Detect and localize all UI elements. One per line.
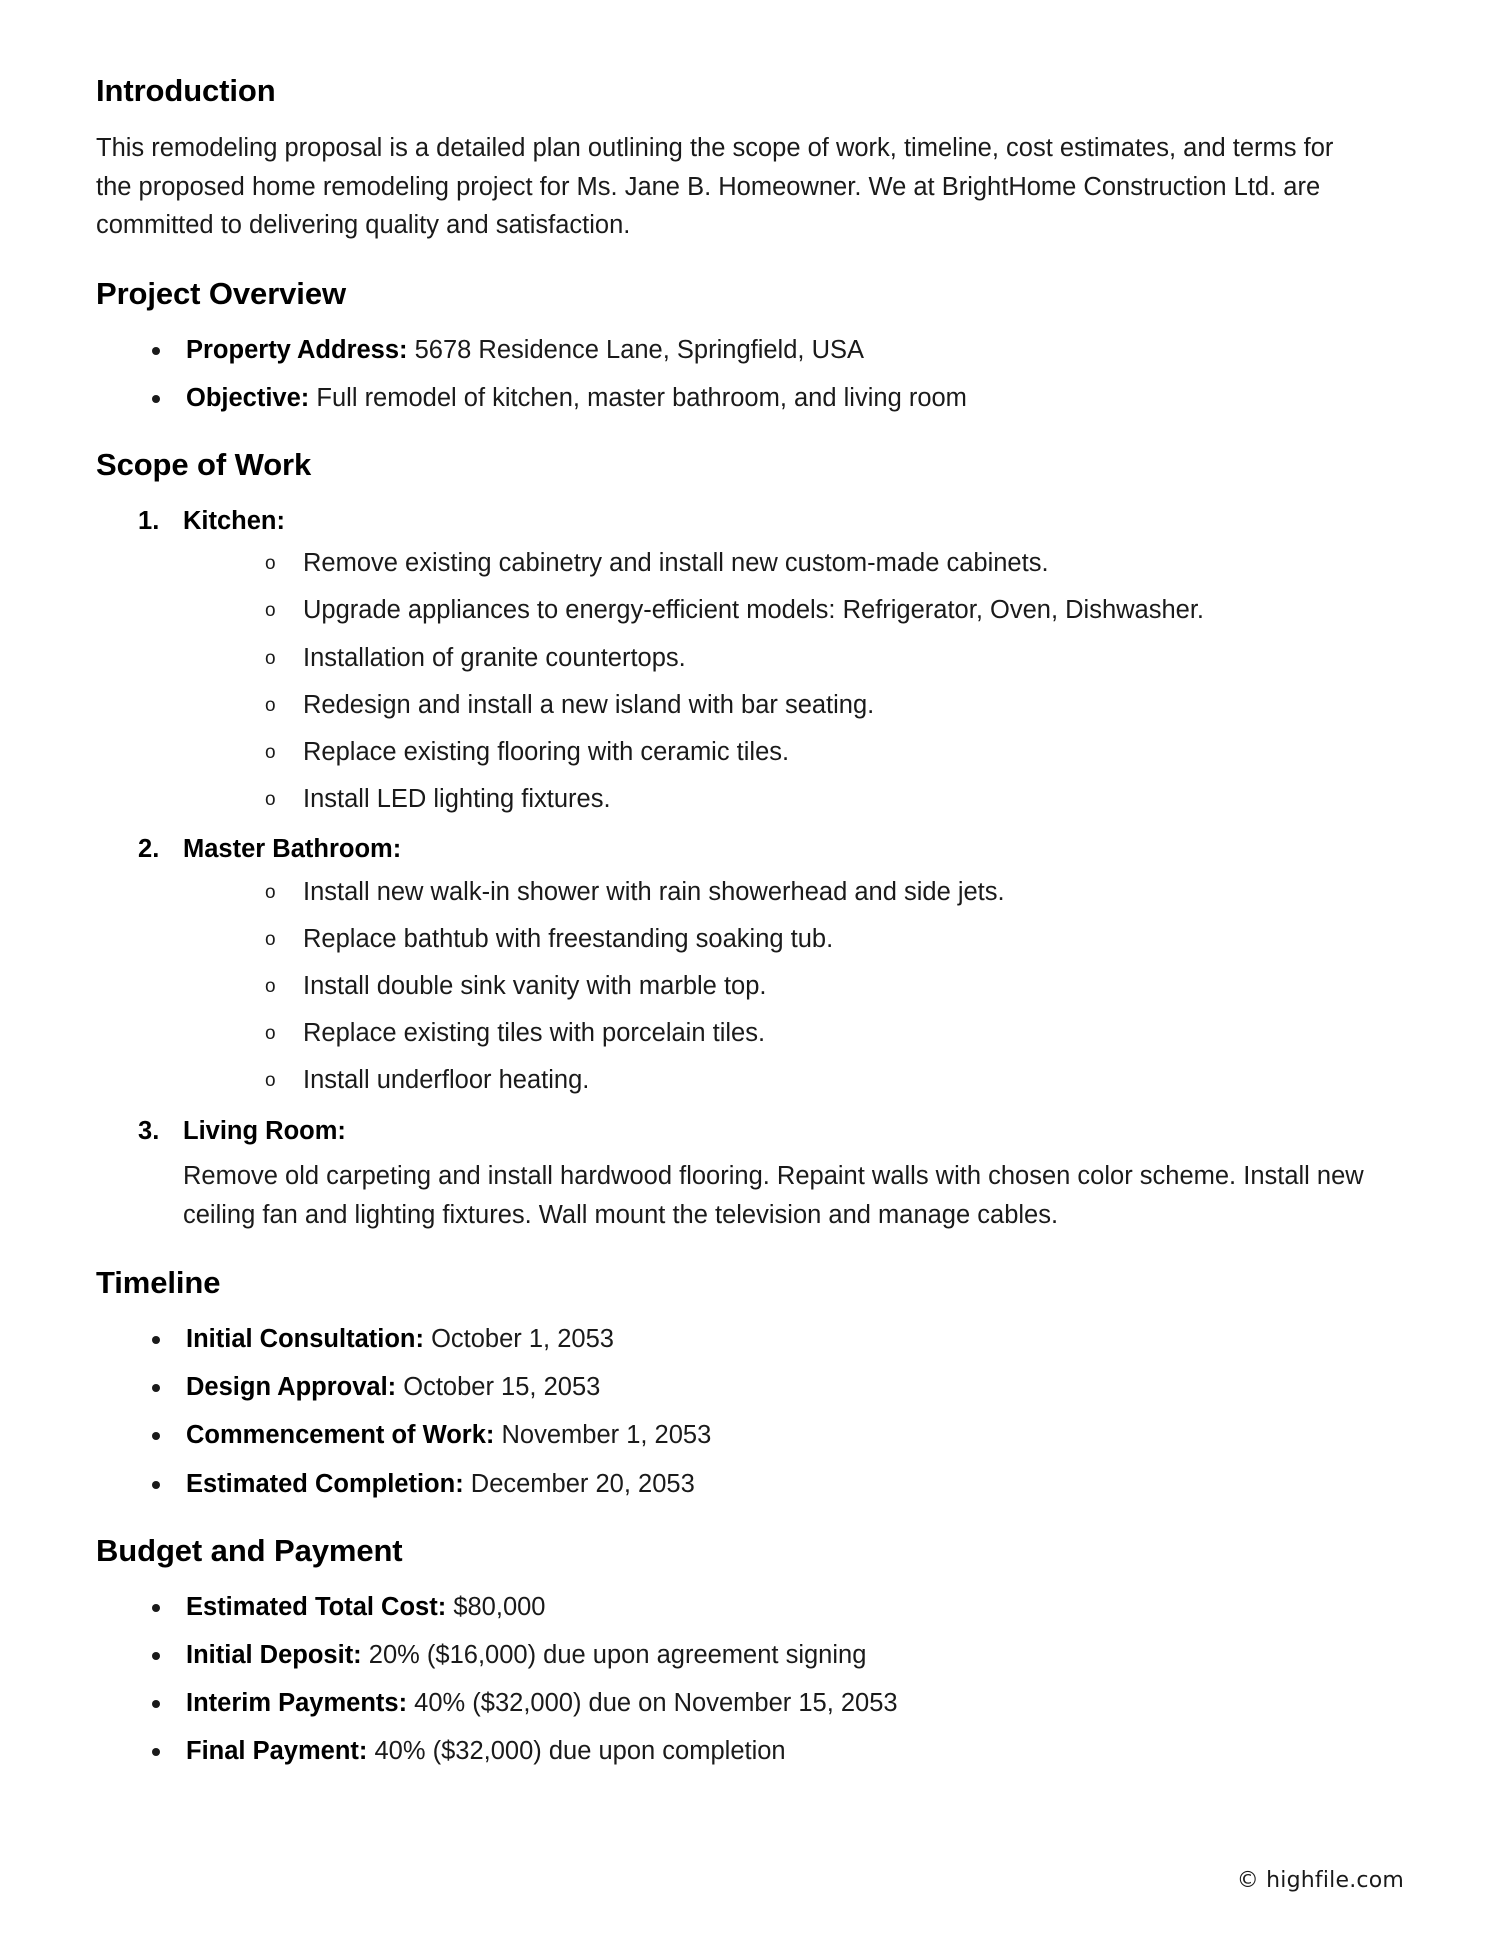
list-item — [144, 1417, 1404, 1453]
list-item — [144, 332, 1404, 368]
list-item — [138, 1113, 1404, 1235]
footer-watermark: © highfile.com — [1236, 1868, 1404, 1893]
scope-item-label: Master Bathroom: — [183, 835, 402, 864]
scope-of-work-heading: Scope of Work — [96, 447, 312, 483]
scope-sub-list — [183, 545, 1404, 817]
list-item-label: Estimated Completion: — [186, 1469, 464, 1498]
budget-and-payment-list — [96, 1589, 1404, 1770]
introduction-paragraph: This remodeling proposal is a detailed plan outlining the scope of work, timeline, cost estimates, and terms for the proposed home remodeling project for Ms. Jane B. Homeowner. We at BrightHome Construction Ltd. are committed to delivering quality and satisfaction. — [96, 133, 1334, 240]
list-item-value: 40% ($32,000) due upon completion — [374, 1737, 786, 1766]
list-item-label: Objective: — [186, 383, 310, 412]
scope-item-label: Kitchen: — [183, 506, 285, 535]
list-item: o Install new walk-in shower with rain showerhead and side jets. — [261, 874, 1404, 910]
list-item — [144, 380, 1404, 416]
list-item-label: Design Approval: — [186, 1373, 397, 1402]
list-item: o Replace existing flooring with ceramic tiles. — [261, 734, 1404, 770]
list-item — [138, 503, 1404, 817]
list-item-value: 40% ($32,000) due on November 15, 2053 — [414, 1688, 898, 1717]
list-item — [144, 1733, 1404, 1769]
list-item — [144, 1637, 1404, 1673]
list-item: o Install LED lighting fixtures. — [261, 781, 1404, 817]
list-item: o Install underfloor heating. — [261, 1062, 1404, 1098]
list-item-value: October 15, 2053 — [403, 1373, 601, 1402]
list-item: o Installation of granite countertops. — [261, 640, 1404, 676]
list-item: o Redesign and install a new island with bar seating. — [261, 687, 1404, 723]
list-item-label: Commencement of Work: — [186, 1421, 495, 1450]
project-overview-heading: Project Overview — [96, 276, 346, 311]
section-scope-of-work — [96, 446, 1404, 1234]
list-item — [144, 1685, 1404, 1721]
list-item-value: 20% ($16,000) due upon agreement signing — [368, 1640, 867, 1669]
scope-of-work-list — [96, 503, 1404, 1234]
list-item-value: 5678 Residence Lane, Springfield, USA — [414, 335, 865, 364]
scope-sub-list — [183, 874, 1404, 1099]
budget-and-payment-heading: Budget and Payment — [96, 1532, 403, 1568]
list-item-value: $80,000 — [453, 1592, 546, 1621]
introduction-heading: Introduction — [96, 73, 276, 108]
list-item — [144, 1369, 1404, 1405]
list-item — [144, 1589, 1404, 1625]
list-item — [138, 831, 1404, 1098]
list-item-label: Initial Deposit: — [186, 1640, 362, 1669]
list-item-value: October 1, 2053 — [431, 1325, 614, 1353]
list-item — [144, 1321, 1404, 1357]
section-timeline — [96, 1264, 1404, 1502]
section-budget-and-payment — [96, 1532, 1404, 1770]
list-item: o Upgrade appliances to energy-efficient models: Refrigerator, Oven, Dishwasher. — [261, 592, 1404, 628]
list-item-value: December 20, 2053 — [470, 1469, 695, 1498]
list-item-value: Full remodel of kitchen, master bathroom, and living room — [316, 383, 967, 412]
list-item-label: Estimated Total Cost: — [186, 1592, 447, 1621]
scope-item-paragraph: Remove old carpeting and install hardwood flooring. Repaint walls with chosen color scheme. Install new ceiling fan and lighting fixtures. Wall mount the television and manage cables. — [183, 1161, 1364, 1229]
list-item-label: Property Address: — [186, 335, 408, 364]
list-item: o Replace bathtub with freestanding soaking tub. — [261, 921, 1404, 957]
list-item-label: Initial Consultation: — [186, 1325, 424, 1353]
timeline-heading: Timeline — [96, 1265, 221, 1301]
list-item: o Remove existing cabinetry and install new custom-made cabinets. — [261, 545, 1404, 581]
list-item-label: Final Payment: — [186, 1737, 368, 1766]
section-introduction — [96, 72, 1404, 245]
timeline-list — [96, 1321, 1404, 1502]
scope-item-label: Living Room: — [183, 1116, 346, 1145]
list-item-value: November 1, 2053 — [501, 1421, 712, 1450]
section-project-overview — [96, 275, 1404, 416]
list-item-label: Interim Payments: — [186, 1688, 408, 1717]
project-overview-list — [96, 332, 1404, 416]
list-item: o Replace existing tiles with porcelain tiles. — [261, 1015, 1404, 1051]
list-item: o Install double sink vanity with marble top. — [261, 968, 1404, 1004]
list-item — [144, 1466, 1404, 1502]
